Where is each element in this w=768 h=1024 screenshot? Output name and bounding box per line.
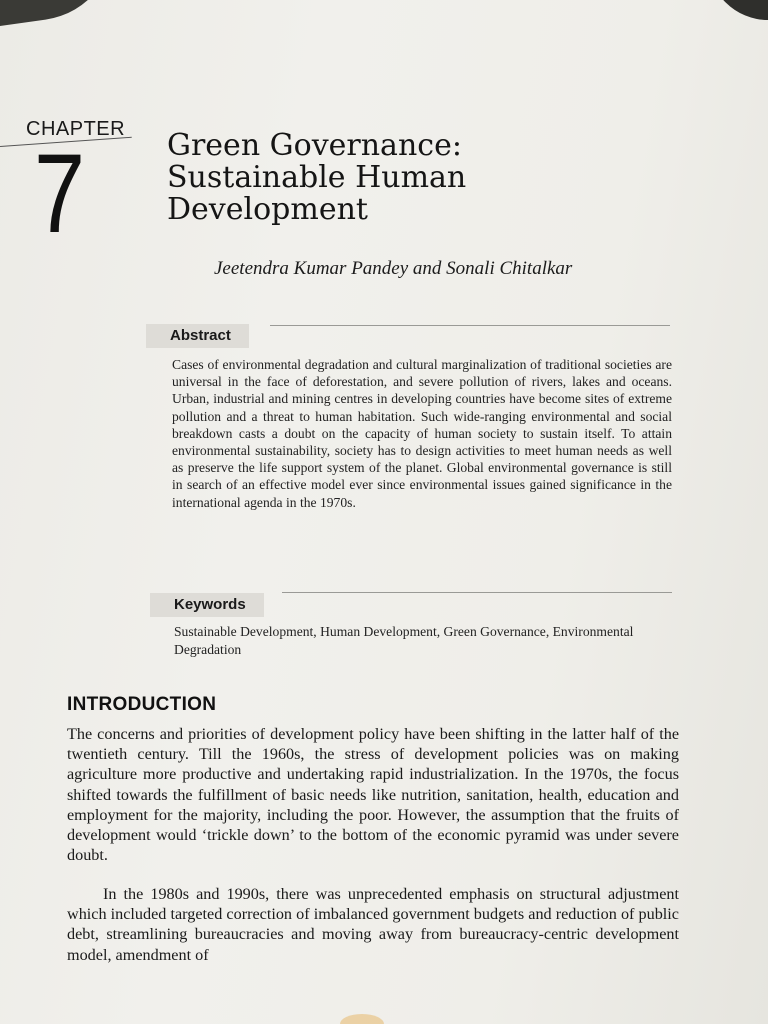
chapter-title-line-1: Green Governance: — [167, 128, 462, 163]
page-corner-shadow-right — [708, 0, 768, 20]
keywords-rule — [282, 592, 672, 593]
page-corner-shadow — [0, 0, 125, 31]
introduction-heading: INTRODUCTION — [67, 694, 217, 715]
chapter-label: CHAPTER — [26, 118, 126, 140]
chapter-title — [167, 130, 587, 226]
abstract-text: Cases of environmental degradation and cultural marginalization of traditional societies are universal in the face of deforestation, and severe pollution of rivers, lakes and oceans. Urban, industrial and mining centres in developing countries have become sites of extreme pollution and a threat to human habitation. Such wide-ranging environmental and social breakdown casts a doubt on the capacity of human society to sustain itself. To attain environmental sustainability, society has to design activities to meet human needs as well as preserve the life support system of the planet. Global environmental governance is still in search of an effective model ever since environmental issues gained significance in the international agenda in the 1970s. — [172, 357, 672, 510]
chapter-authors: Jeetendra Kumar Pandey and Sonali Chitalkar — [214, 258, 573, 279]
chapter-title-line-3: Development — [167, 192, 368, 227]
abstract-heading: Abstract — [146, 324, 249, 348]
keywords-heading: Keywords — [150, 593, 264, 617]
abstract-rule — [270, 325, 670, 326]
introduction-paragraph-1: The concerns and priorities of development policy have been shifting in the latter half of the twentieth century. Till the 1960s, the stress of development policies was on making agriculture more productive and undertaking rapid industrialization. In the 1970s, the focus shifted towards the fulfillment of basic needs like nutrition, sanitation, health, education and employment for the majority, including the poor. However, the assumption that the fruits of development would ‘trickle down’ to the bottom of the economic pyramid was under severe doubt. — [67, 725, 679, 865]
chapter-title-line-2: Sustainable Human — [167, 160, 467, 195]
keywords-text: Sustainable Development, Human Development, Green Governance, Environmental Degradation — [174, 624, 634, 657]
chapter-number: 7 — [34, 131, 86, 256]
introduction-paragraph-2: In the 1980s and 1990s, there was unprecedented emphasis on structural adjustment which included targeted correction of imbalanced government budgets and reduction of public debt, streamlining bureaucracies and moving away from bureaucracy-centric development model, amendment of — [67, 885, 679, 964]
page-edge-artifact — [340, 1014, 384, 1024]
